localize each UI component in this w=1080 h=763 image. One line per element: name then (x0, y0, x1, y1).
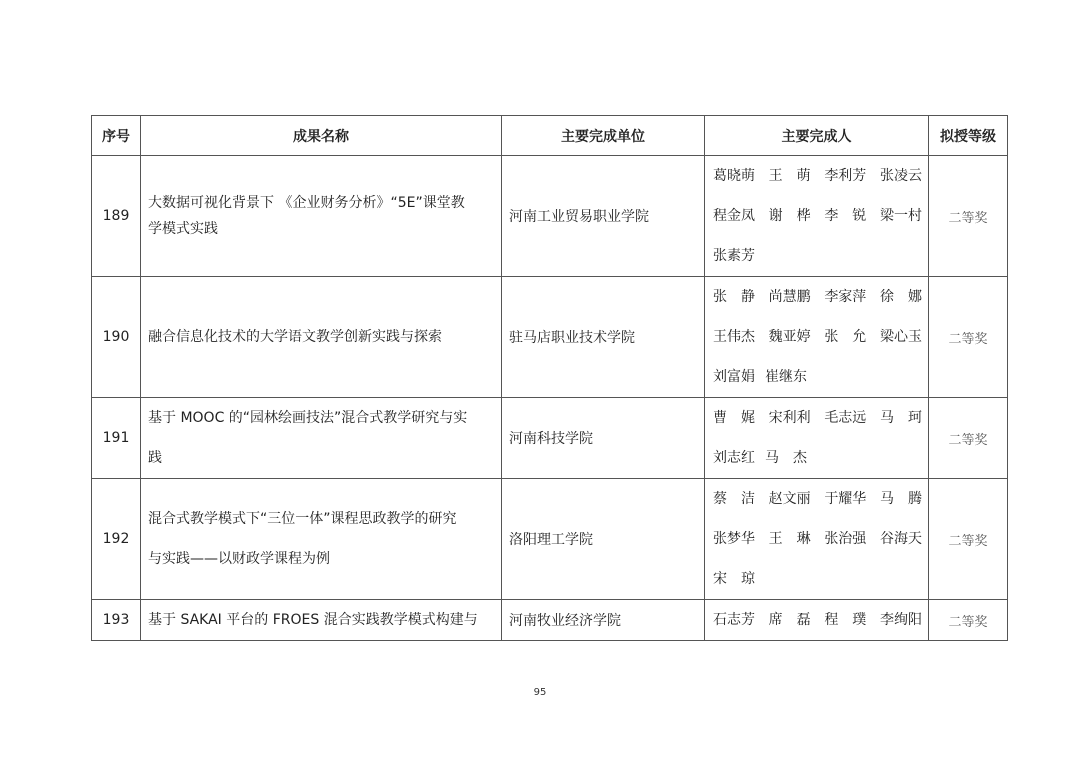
header-achievement-name: 成果名称 (141, 116, 502, 156)
row-number: 190 (92, 277, 141, 398)
person-name: 李绚阳 (879, 612, 922, 628)
completion-people (705, 156, 929, 277)
achievement-title (141, 156, 502, 277)
person-name: 尚慧鹏 (768, 289, 811, 305)
people-line (713, 479, 922, 519)
title-line: 学模式实践 (148, 221, 218, 237)
awards-table (91, 115, 1008, 641)
award-level: 二等奖 (929, 398, 1008, 479)
achievement-title (141, 479, 502, 600)
person-name: 张素芳 (713, 248, 755, 264)
people-line (713, 236, 922, 276)
table-row (92, 156, 1008, 277)
person-name: 程金凤 (713, 208, 755, 224)
person-name: 谷海天 (879, 531, 922, 547)
person-name: 张凌云 (879, 168, 922, 184)
people-line (713, 357, 922, 397)
person-name: 谢 桦 (768, 208, 811, 224)
person-name: 刘志红 (713, 450, 755, 466)
header-main-unit: 主要完成单位 (502, 116, 705, 156)
person-name: 李 锐 (824, 208, 867, 224)
people-line (713, 438, 922, 478)
title-line: 混合式教学模式下“三位一体”课程思政教学的研究 (148, 511, 457, 527)
person-name: 梁心玉 (879, 329, 922, 345)
row-number: 191 (92, 398, 141, 479)
awards-table-container (91, 115, 1007, 641)
people-line (713, 519, 922, 559)
people-line (713, 156, 922, 196)
person-name: 张 允 (824, 329, 867, 345)
title-line: 践 (148, 450, 162, 466)
row-number: 192 (92, 479, 141, 600)
award-level: 二等奖 (929, 600, 1008, 641)
row-number: 193 (92, 600, 141, 641)
people-line (713, 600, 922, 640)
person-name: 石志芳 (713, 612, 755, 628)
table-row (92, 277, 1008, 398)
award-level: 二等奖 (929, 156, 1008, 277)
table-row (92, 479, 1008, 600)
people-line (713, 317, 922, 357)
achievement-title (141, 277, 502, 398)
person-name: 葛晓萌 (713, 168, 755, 184)
completion-unit: 洛阳理工学院 (502, 479, 705, 600)
person-name: 程 璞 (824, 612, 867, 628)
person-name: 于耀华 (824, 491, 867, 507)
completion-unit: 河南牧业经济学院 (502, 600, 705, 641)
completion-people (705, 479, 929, 600)
header-row (92, 116, 1008, 156)
person-name: 席 磊 (768, 612, 811, 628)
title-line: 大数据可视化背景下 《企业财务分析》“5E”课堂教 (148, 195, 465, 211)
person-name: 蔡 洁 (713, 491, 755, 507)
person-name: 李家萍 (824, 289, 867, 305)
completion-unit: 驻马店职业技术学院 (502, 277, 705, 398)
table-row (92, 398, 1008, 479)
person-name: 张梦华 (713, 531, 755, 547)
person-name: 崔继东 (765, 369, 807, 385)
header-award-level: 拟授等级 (929, 116, 1008, 156)
achievement-title (141, 398, 502, 479)
award-level: 二等奖 (929, 479, 1008, 600)
person-name: 魏亚婷 (768, 329, 811, 345)
person-name: 王 琳 (768, 531, 811, 547)
person-name: 张治强 (824, 531, 867, 547)
table-header (92, 116, 1008, 156)
person-name: 马 腾 (879, 491, 922, 507)
table-body (92, 156, 1008, 641)
title-line: 基于 SAKAI 平台的 FROES 混合实践教学模式构建与 (148, 612, 478, 628)
person-name: 刘富娟 (713, 369, 755, 385)
person-name: 徐 娜 (879, 289, 922, 305)
people-line (713, 398, 922, 438)
person-name: 曹 娓 (713, 410, 755, 426)
completion-people (705, 277, 929, 398)
title-line: 融合信息化技术的大学语文教学创新实践与探索 (148, 329, 442, 345)
person-name: 宋 琼 (713, 571, 755, 587)
person-name: 王 萌 (768, 168, 811, 184)
table-row (92, 600, 1008, 641)
page-number: 95 (533, 687, 547, 698)
person-name: 王伟杰 (713, 329, 755, 345)
people-line (713, 277, 922, 317)
person-name: 马 珂 (879, 410, 922, 426)
achievement-title (141, 600, 502, 641)
person-name: 张 静 (713, 289, 755, 305)
row-number: 189 (92, 156, 141, 277)
person-name: 宋利利 (768, 410, 811, 426)
header-main-people: 主要完成人 (705, 116, 929, 156)
completion-unit: 河南科技学院 (502, 398, 705, 479)
header-serial-number: 序号 (92, 116, 141, 156)
person-name: 赵文丽 (768, 491, 811, 507)
person-name: 毛志远 (824, 410, 867, 426)
person-name: 梁一村 (879, 208, 922, 224)
person-name: 李利芳 (824, 168, 867, 184)
people-line (713, 196, 922, 236)
title-line: 基于 MOOC 的“园林绘画技法”混合式教学研究与实 (148, 410, 468, 426)
person-name: 马 杰 (765, 450, 807, 466)
completion-people (705, 398, 929, 479)
completion-people (705, 600, 929, 641)
award-level: 二等奖 (929, 277, 1008, 398)
people-line (713, 559, 922, 599)
completion-unit: 河南工业贸易职业学院 (502, 156, 705, 277)
title-line: 与实践——以财政学课程为例 (148, 551, 330, 567)
